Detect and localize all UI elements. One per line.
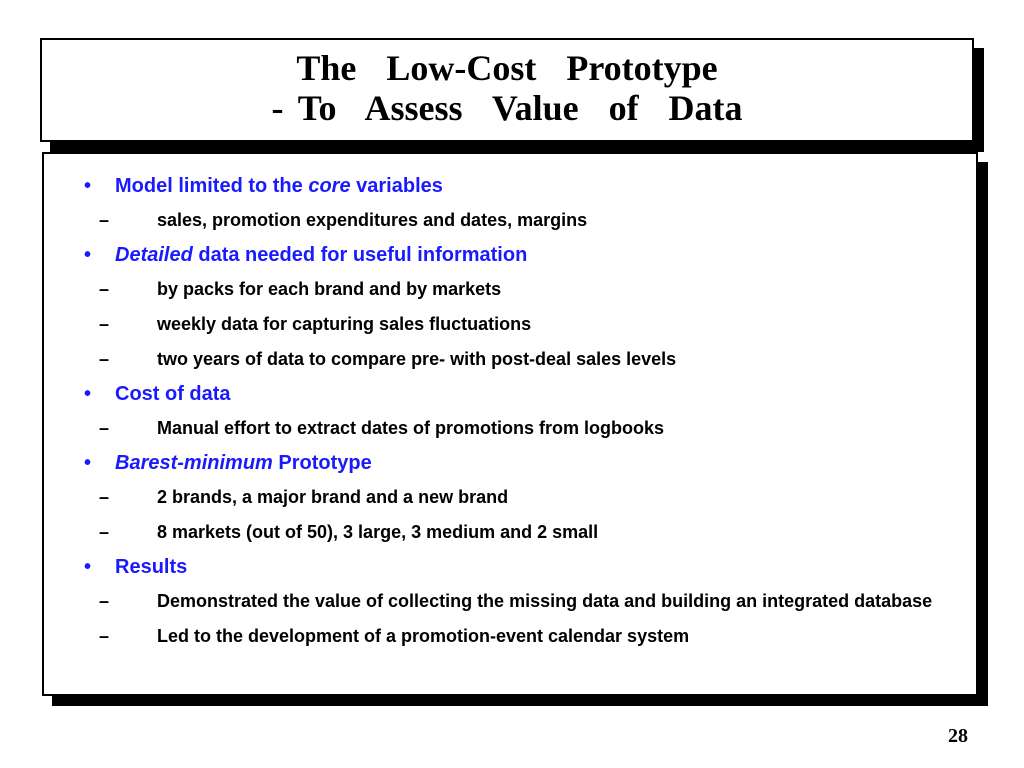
bullet-icon: • xyxy=(84,452,92,474)
sub-item xyxy=(84,590,956,612)
bullet-icon: • xyxy=(84,383,92,405)
bullet-text xyxy=(115,244,527,266)
bullet-icon: • xyxy=(84,556,92,578)
sub-item xyxy=(84,486,956,508)
slide-title-line-2: - To Assess Value of Data xyxy=(271,88,743,128)
sub-item-text: Demonstrated the value of collecting the missing data and building an integrated database xyxy=(157,591,933,611)
bullet-text-post: data needed for useful information xyxy=(192,244,528,266)
sub-item xyxy=(84,348,956,370)
sub-list xyxy=(99,278,956,370)
sub-item xyxy=(84,417,956,439)
bullet-text-pre: Results xyxy=(115,556,188,578)
dash-icon: – xyxy=(99,487,110,507)
sub-item xyxy=(84,521,956,543)
bullet-item xyxy=(84,382,956,439)
bullet-icon: • xyxy=(84,175,92,197)
bullet-text-pre: Model limited to the xyxy=(115,175,309,197)
dash-icon: – xyxy=(99,522,110,542)
sub-item-text: Manual effort to extract dates of promotions from logbooks xyxy=(157,418,665,438)
dash-icon: – xyxy=(99,210,110,230)
slide-title-line-1: The Low-Cost Prototype xyxy=(296,48,718,88)
bullet-text-emphasis: Barest-minimum xyxy=(115,452,273,474)
sub-item-text: 8 markets (out of 50), 3 large, 3 medium and 2 small xyxy=(157,522,599,542)
sub-item-text: sales, promotion expenditures and dates, margins xyxy=(157,210,588,230)
bullet-item xyxy=(84,451,956,543)
dash-icon: – xyxy=(99,279,110,299)
bullet-list xyxy=(84,174,956,647)
sub-item-text: two years of data to compare pre- with post-deal sales levels xyxy=(157,349,677,369)
bullet-text xyxy=(115,556,187,578)
sub-item xyxy=(84,313,956,335)
sub-item-text: Led to the development of a promotion-event calendar system xyxy=(157,626,690,646)
bullet-item xyxy=(84,243,956,370)
sub-list xyxy=(99,417,956,439)
bullet-text-emphasis: core xyxy=(308,175,351,197)
bullet-icon: • xyxy=(84,244,92,266)
sub-item-text: weekly data for capturing sales fluctuations xyxy=(157,314,532,334)
bullet-text-post: variables xyxy=(350,175,443,197)
bullet-item xyxy=(84,555,956,647)
bullet-text xyxy=(115,383,231,405)
sub-item xyxy=(84,278,956,300)
dash-icon: – xyxy=(99,418,110,438)
bullet-item xyxy=(84,174,956,231)
bullet-text-pre: Cost of data xyxy=(115,383,231,405)
dash-icon: – xyxy=(99,626,110,646)
sub-list xyxy=(99,486,956,543)
dash-icon: – xyxy=(99,591,110,611)
sub-item-text: by packs for each brand and by markets xyxy=(157,279,502,299)
sub-item-text: 2 brands, a major brand and a new brand xyxy=(157,487,509,507)
bullet-text-emphasis: Detailed xyxy=(115,244,193,266)
bullet-text-post: Prototype xyxy=(272,452,372,474)
dash-icon: – xyxy=(99,349,110,369)
page-number: 28 xyxy=(948,725,968,747)
sub-item xyxy=(84,209,956,231)
bullet-text xyxy=(115,175,443,197)
dash-icon: – xyxy=(99,314,110,334)
sub-list xyxy=(99,590,956,647)
sub-item xyxy=(84,625,956,647)
bullet-text xyxy=(115,452,372,474)
title-box xyxy=(40,38,974,142)
sub-list xyxy=(99,209,956,231)
content-box xyxy=(42,152,978,696)
